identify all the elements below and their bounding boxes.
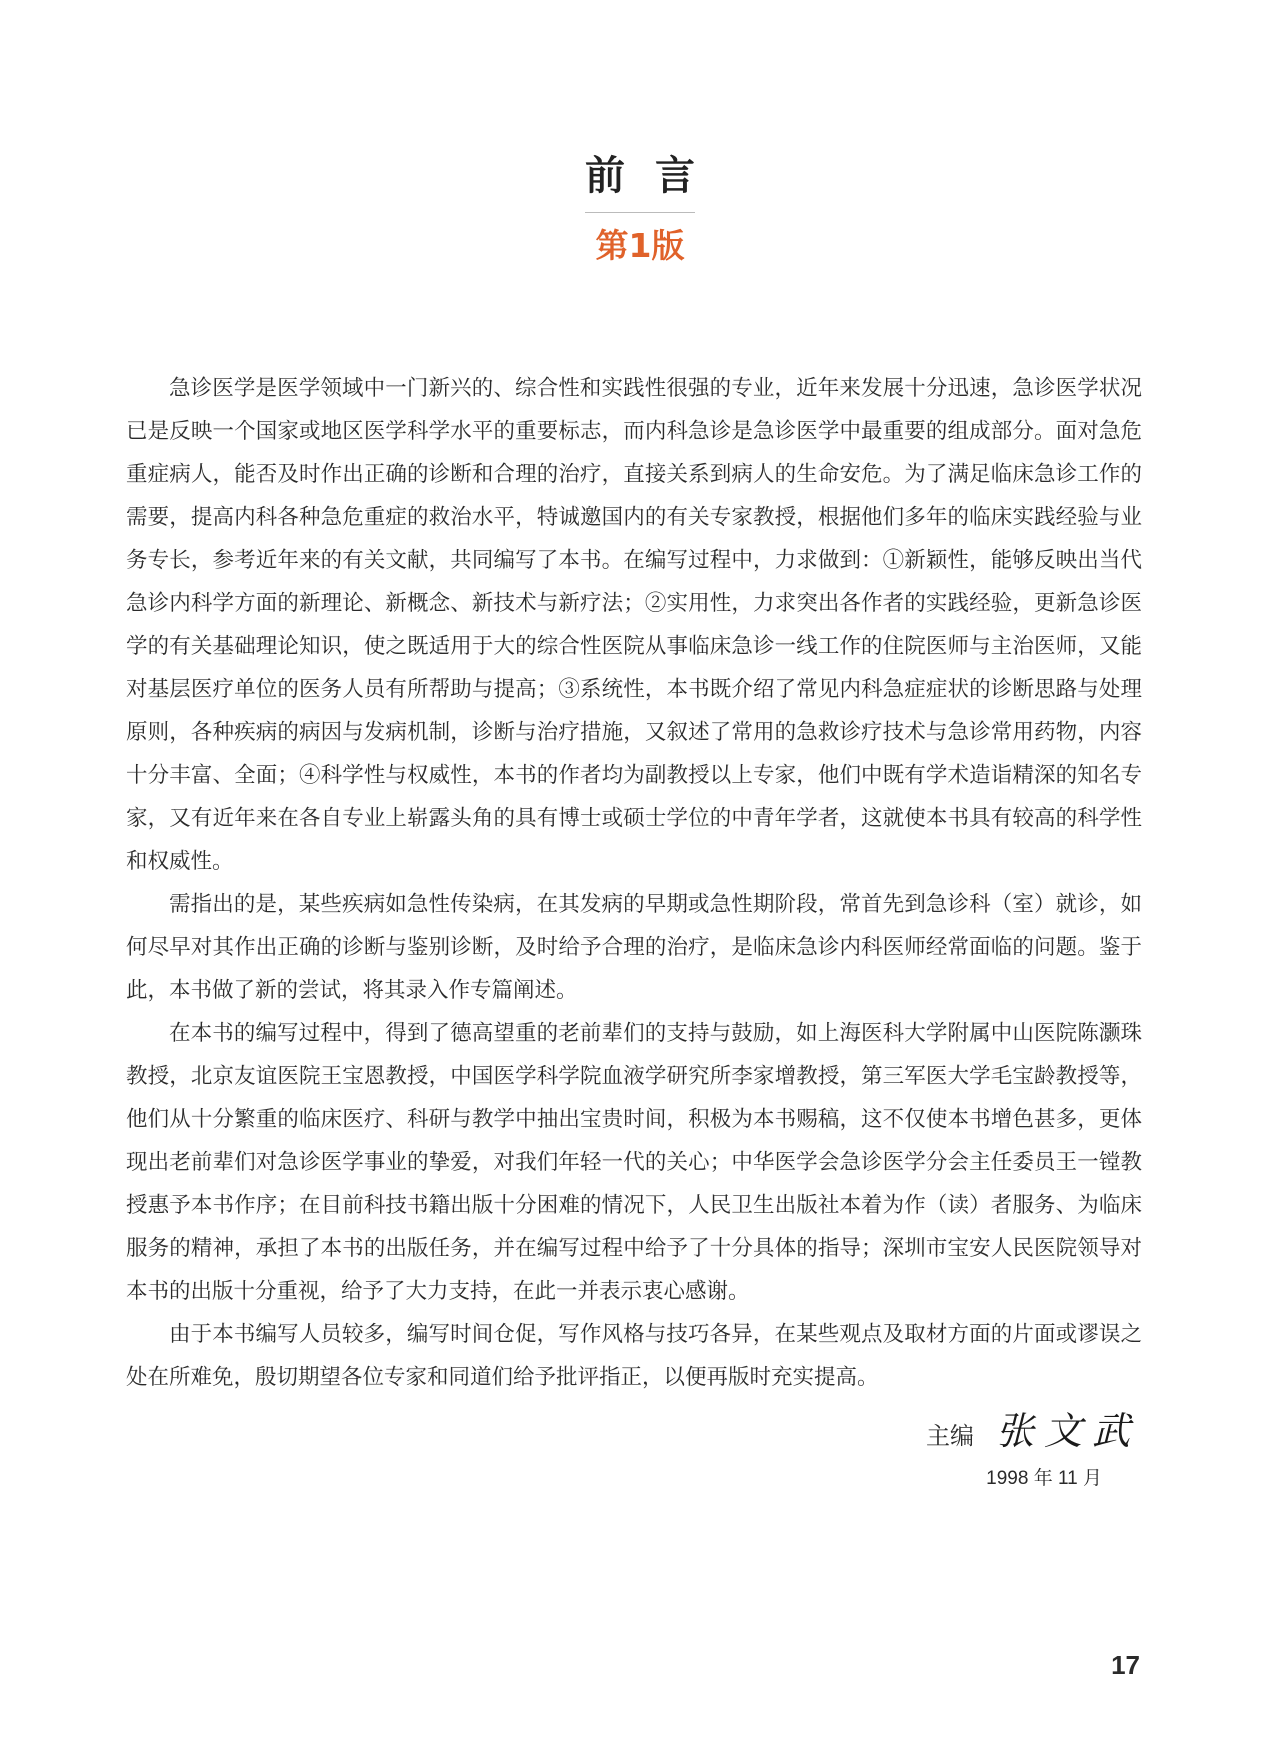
title-divider	[585, 212, 695, 213]
signature-date: 1998 年 11 月	[986, 1468, 1102, 1489]
editor-role: 主编	[925, 1422, 974, 1450]
paragraph-4: 由于本书编写人员较多，编写时间仓促，写作风格与技巧各异，在某些观点及取材方面的片面或谬误之处在所难免，殷切期望各位专家和同道们给予批评指正，以便再版时充实提高。	[126, 1322, 1142, 1390]
edition-label: 第1版	[595, 226, 685, 265]
page-number: 17	[1111, 1650, 1140, 1680]
signature-line	[926, 1400, 1140, 1455]
paragraph-3: 在本书的编写过程中，得到了德高望重的老前辈们的支持与鼓励，如上海医科大学附属中山医院陈灏珠教授，北京友谊医院王宝恩教授，中国医学科学院血液学研究所李家增教授，第三军医大学毛宝龄教授等，他们从十分繁重的临床医疗、科研与教学中抽出宝贵时间，积极为本书赐稿，这不仅使本书增色甚多，更体现出老前辈们对急诊医学事业的挚爱，对我们年轻一代的关心；中华医学会急诊医学分会主任委员王一镗教授惠予本书作序；在目前科技书籍出版十分困难的情况下，人民卫生出版社本着为作（读）者服务、为临床服务的精神，承担了本书的出版任务，并在编写过程中给予了十分具体的指导；深圳市宝安人民医院领导对本书的出版十分重视，给予了大力支持，在此一并表示衷心感谢。	[126, 1021, 1142, 1304]
preface-header	[0, 150, 1280, 271]
paragraph-1: 急诊医学是医学领域中一门新兴的、综合性和实践性很强的专业，近年来发展十分迅速，急诊医学状况已是反映一个国家或地区医学科学水平的重要标志，而内科急诊是急诊医学中最重要的组成部分。面对急危重症病人，能否及时作出正确的诊断和合理的治疗，直接关系到病人的生命安危。为了满足临床急诊工作的需要，提高内科各种急危重症的救治水平，特诚邀国内的有关专家教授，根据他们多年的临床实践经验与业务专长，参考近年来的有关文献，共同编写了本书。在编写过程中，力求做到：①新颖性，能够反映出当代急诊内科学方面的新理论、新概念、新技术与新疗法；②实用性，力求突出各作者的实践经验，更新急诊医学的有关基础理论知识，使之既适用于大的综合性医院从事临床急诊一线工作的住院医师与主治医师，又能对基层医疗单位的医务人员有所帮助与提高；③系统性，本书既介绍了常见内科急症症状的诊断思路与处理原则，各种疾病的病因与发病机制，诊断与治疗措施，又叙述了常用的急救诊疗技术与急诊常用药物，内容十分丰富、全面；④科学性与权威性，本书的作者均为副教授以上专家，他们中既有学术造诣精深的知名专家，又有近年来在各自专业上崭露头角的具有博士或硕士学位的中青年学者，这就使本书具有较高的科学性和权威性。	[126, 376, 1142, 874]
preface-body	[126, 367, 1142, 1399]
editor-signature: 张文武	[995, 1409, 1140, 1453]
paragraph-2: 需指出的是，某些疾病如急性传染病，在其发病的早期或急性期阶段，常首先到急诊科（室）就诊，如何尽早对其作出正确的诊断与鉴别诊断，及时给予合理的治疗，是临床急诊内科医师经常面临的问题。鉴于此，本书做了新的尝试，将其录入作专篇阐述。	[126, 892, 1142, 1003]
page-title: 前言	[585, 153, 725, 199]
